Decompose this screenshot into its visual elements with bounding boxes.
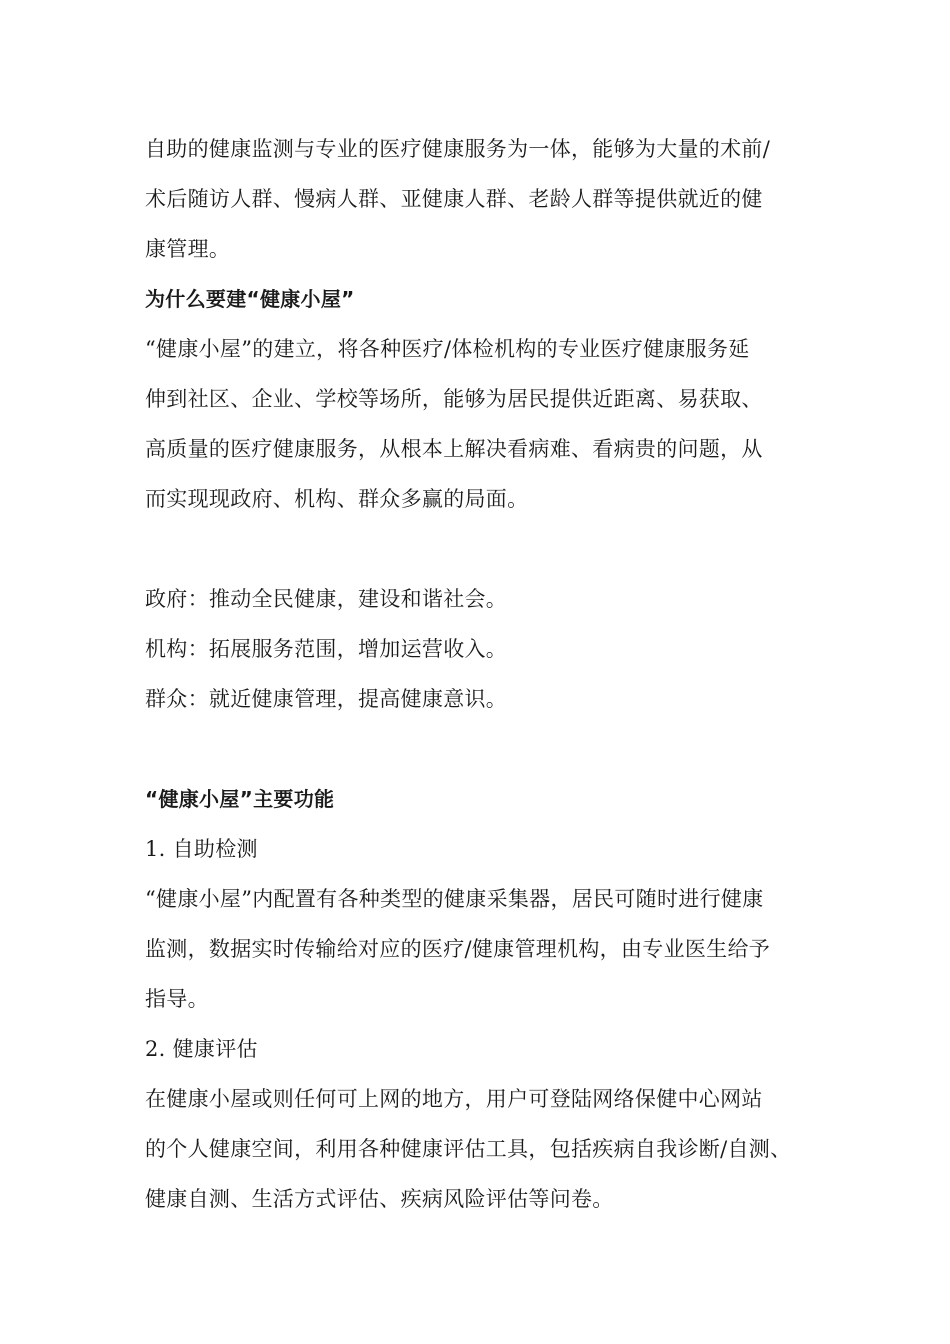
blank-line bbox=[145, 724, 825, 774]
benefit-item-institution: 机构：拓展服务范围，增加运营收入。 bbox=[145, 637, 508, 661]
why-line: 伸到社区、企业、学校等场所，能够为居民提供近距离、易获取、 bbox=[145, 387, 763, 411]
intro-line: 自助的健康监测与专业的医疗健康服务为一体，能够为大量的术前/ bbox=[145, 137, 771, 161]
function-item-self-test bbox=[145, 824, 825, 1024]
why-heading: 为什么要建“健康小屋” bbox=[145, 287, 355, 311]
intro-line: 术后随访人群、慢病人群、亚健康人群、老龄人群等提供就近的健 bbox=[145, 187, 763, 211]
why-line: “健康小屋”的建立，将各种医疗/体检机构的专业医疗健康服务延 bbox=[145, 337, 750, 361]
function-title: 2. 健康评估 bbox=[145, 1037, 258, 1061]
functions-heading: “健康小屋”主要功能 bbox=[145, 787, 335, 811]
why-line: 而实现现政府、机构、群众多赢的局面。 bbox=[145, 487, 529, 511]
benefit-item-government: 政府：推动全民健康，建设和谐社会。 bbox=[145, 587, 508, 611]
document-page bbox=[145, 124, 825, 1224]
function-item-health-assessment bbox=[145, 1024, 825, 1224]
function-line: 指导。 bbox=[145, 987, 209, 1011]
function-line: 在健康小屋或则任何可上网的地方，用户可登陆网络保健中心网站 bbox=[145, 1087, 763, 1111]
function-line: 监测，数据实时传输给对应的医疗/健康管理机构，由专业医生给予 bbox=[145, 937, 771, 961]
function-line: 的个人健康空间，利用各种健康评估工具，包括疾病自我诊断/自测、 bbox=[145, 1137, 792, 1161]
function-title: 1. 自助检测 bbox=[145, 837, 258, 861]
benefits-list bbox=[145, 574, 825, 724]
why-paragraph bbox=[145, 324, 825, 524]
intro-paragraph bbox=[145, 124, 825, 274]
intro-line: 康管理。 bbox=[145, 237, 231, 261]
benefit-item-public: 群众：就近健康管理，提高健康意识。 bbox=[145, 687, 508, 711]
blank-line bbox=[145, 524, 825, 574]
function-line: 健康自测、生活方式评估、疾病风险评估等问卷。 bbox=[145, 1187, 614, 1211]
function-line: “健康小屋”内配置有各种类型的健康采集器，居民可随时进行健康 bbox=[145, 887, 764, 911]
why-line: 高质量的医疗健康服务，从根本上解决看病难、看病贵的问题，从 bbox=[145, 437, 763, 461]
